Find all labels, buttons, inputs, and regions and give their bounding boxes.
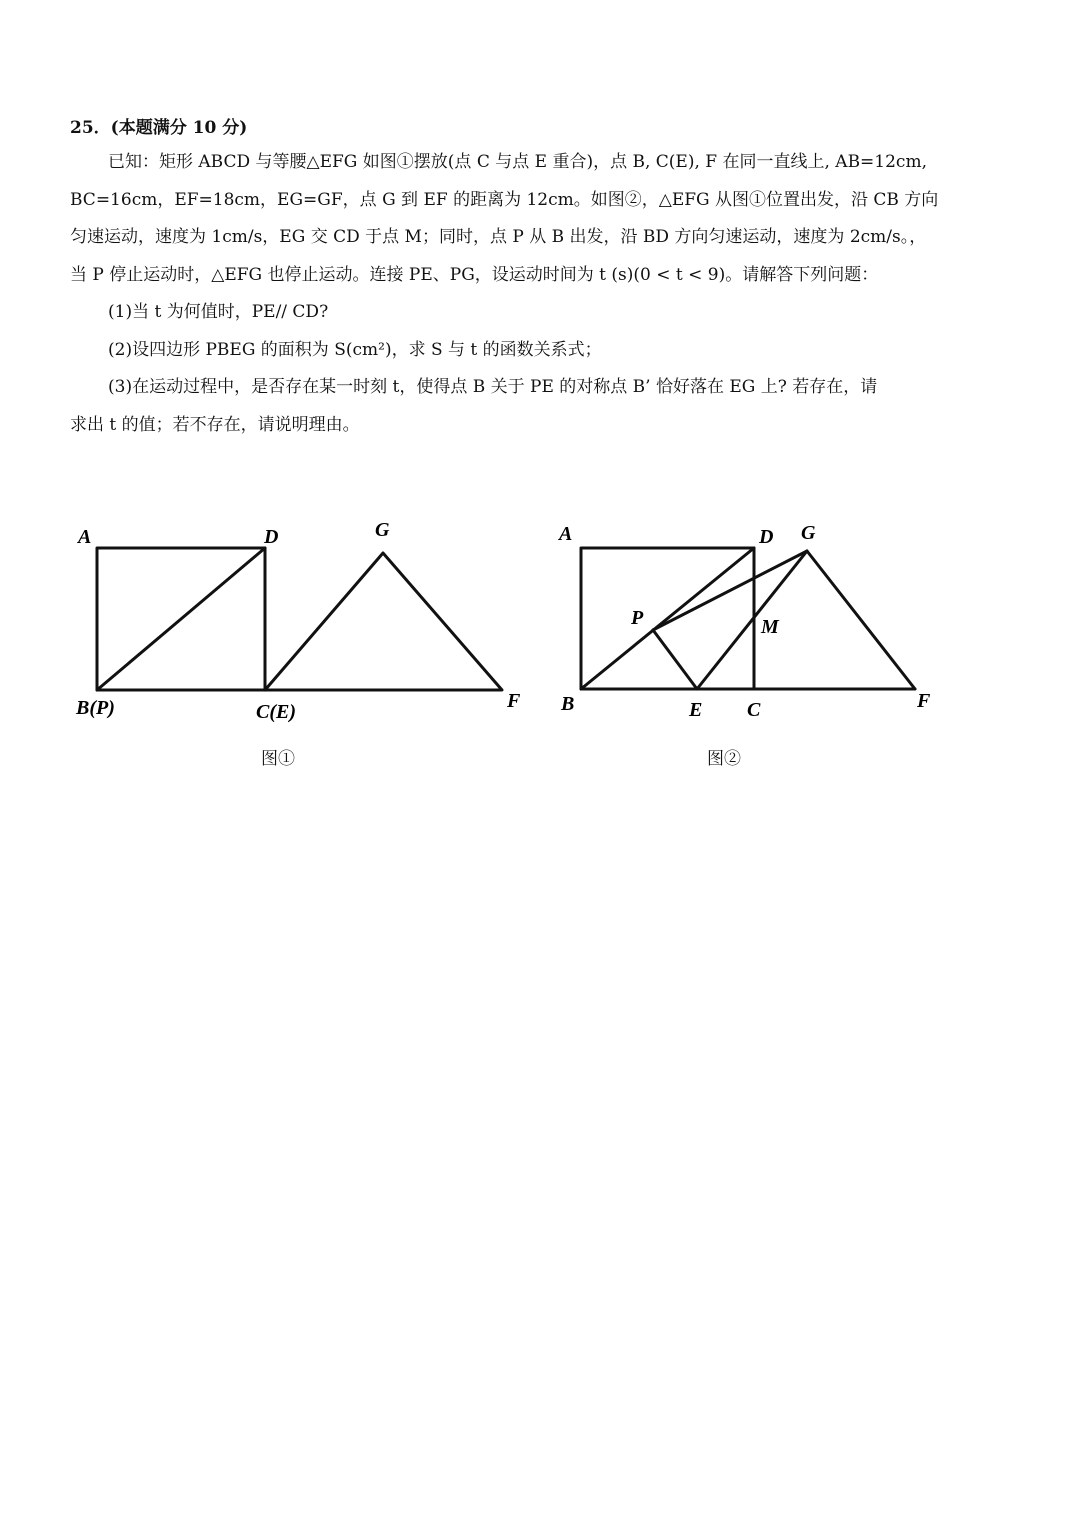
- segment-eg: [697, 551, 807, 689]
- label-c-e: C(E): [256, 701, 296, 723]
- problem-line-3: 匀速运动，速度为 1cm/s，EG 交 CD 于点 M；同时，点 P 从 B 出发，沿 BD 方向匀速运动，速度为 2cm/s。，: [70, 227, 927, 247]
- segment-pe: [653, 630, 697, 689]
- figure-1-diagram: [60, 510, 530, 730]
- question-2: (2)设四边形 PBEG 的面积为 S(cm²)，求 S 与 t 的函数关系式；: [108, 339, 602, 360]
- figure-1: [60, 510, 530, 730]
- label-g: G: [375, 519, 390, 541]
- label-b-p: B(P): [76, 697, 115, 719]
- label-b: B: [561, 693, 575, 715]
- label-a: A: [559, 523, 573, 545]
- label-c: C: [747, 699, 761, 721]
- question-1: (1)当 t 为何值时，PE// CD?: [108, 302, 329, 322]
- label-a: A: [78, 526, 92, 548]
- question-3-continued: 求出 t 的值；若不存在，请说明理由。: [70, 414, 360, 435]
- segment-gf: [807, 551, 915, 689]
- diagonal-bd: [97, 548, 265, 690]
- label-p: P: [631, 607, 644, 629]
- problem-line-2: BC=16cm，EF=18cm，EG=GF，点 G 到 EF 的距离为 12cm。如图②，△EFG 从图①位置出发，沿 CB 方向: [70, 189, 939, 210]
- label-g: G: [801, 522, 816, 544]
- figure-2-diagram: [545, 510, 945, 730]
- segment-pg: [653, 551, 807, 630]
- figure-2: [545, 510, 945, 730]
- problem-line-1: 已知：矩形 ABCD 与等腰△EFG 如图①摆放(点 C 与点 E 重合)，点 B, C(E), F 在同一直线上, AB=12cm,: [108, 152, 927, 172]
- label-e: E: [689, 699, 703, 721]
- problem-25: [70, 112, 950, 444]
- triangle-efg: [265, 553, 502, 690]
- question-3: (3)在运动过程中，是否存在某一时刻 t，使得点 B 关于 PE 的对称点 B’ 恰好落在 EG 上? 若存在，请: [108, 377, 878, 397]
- label-f: F: [917, 690, 931, 712]
- problem-line-4: 当 P 停止运动时，△EFG 也停止运动。连接 PE、PG，设运动时间为 t (s)(0 < t < 9)。请解答下列问题：: [70, 264, 879, 285]
- label-d: D: [759, 526, 774, 548]
- figure-2-caption: 图②: [707, 749, 741, 769]
- diagonal-bd: [581, 548, 754, 689]
- label-m: M: [761, 616, 779, 638]
- label-d: D: [264, 526, 279, 548]
- label-f: F: [507, 690, 521, 712]
- problem-title: 25．(本题满分 10 分): [70, 118, 248, 138]
- figure-1-caption: 图①: [261, 749, 295, 769]
